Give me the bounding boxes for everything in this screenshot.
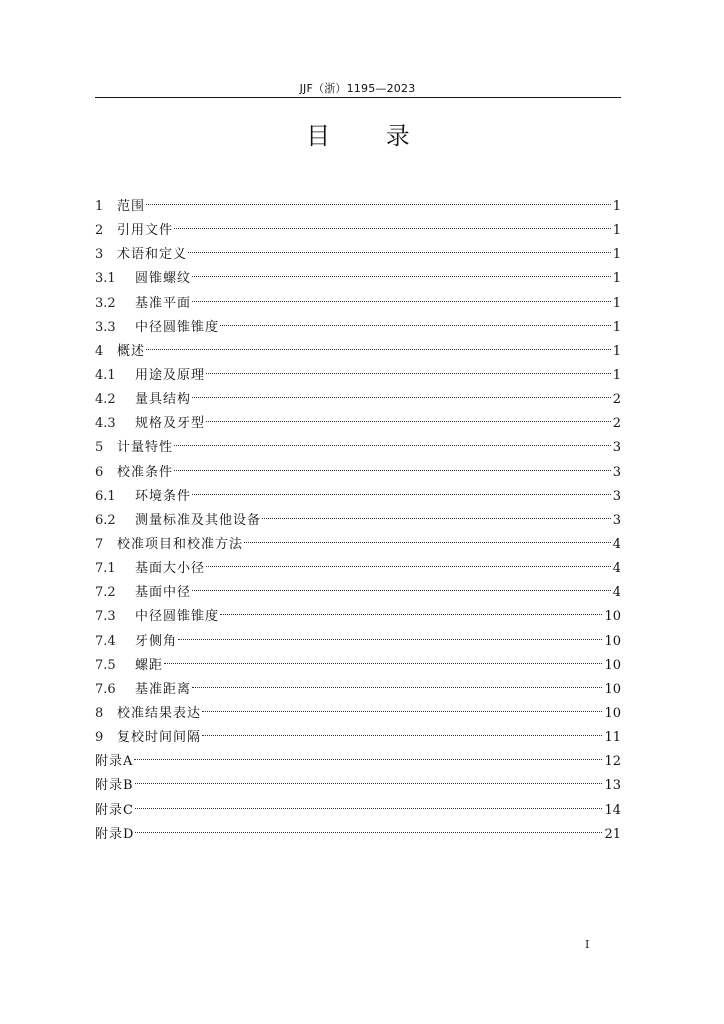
toc-entry-number: 4.3 xyxy=(95,416,116,432)
toc-entry-page: 1 xyxy=(612,271,621,287)
toc-entry-page: 14 xyxy=(604,802,621,818)
toc-entry-label: 概述 xyxy=(117,343,146,359)
toc-entry[interactable] xyxy=(95,533,621,557)
toc-entry-number: 7.6 xyxy=(95,681,116,697)
toc-dot-leader xyxy=(220,614,602,615)
toc-dot-leader xyxy=(202,735,602,736)
toc-entry-label: 规格及牙型 xyxy=(135,416,206,432)
toc-entry[interactable] xyxy=(95,799,621,823)
toc-entry-label: 校准条件 xyxy=(117,464,174,480)
toc-entry-label: 附录B xyxy=(95,778,134,794)
toc-entry-label: 中径圆锥锥度 xyxy=(135,319,220,335)
toc-entry-page: 13 xyxy=(604,778,621,794)
page-number: I xyxy=(585,938,590,951)
toc-entry-number: 8 xyxy=(95,705,104,721)
toc-dot-leader xyxy=(206,566,611,567)
toc-entry-page: 1 xyxy=(612,295,621,311)
header-divider xyxy=(95,97,621,98)
toc-entry-number: 1 xyxy=(95,199,104,214)
toc-dot-leader xyxy=(192,687,602,688)
toc-entry-label: 基面中径 xyxy=(135,585,192,601)
toc-entry-page: 4 xyxy=(612,585,621,601)
toc-entry-number: 6 xyxy=(95,464,104,480)
toc-dot-leader xyxy=(206,421,611,422)
toc-entry-number: 6.2 xyxy=(95,512,116,528)
toc-entry[interactable] xyxy=(95,364,621,388)
toc-entry-label: 计量特性 xyxy=(117,440,174,456)
toc-entry-page: 3 xyxy=(612,464,621,480)
table-of-contents xyxy=(95,195,621,847)
toc-entry-number: 7.5 xyxy=(95,657,116,673)
toc-entry[interactable] xyxy=(95,678,621,702)
toc-dot-leader xyxy=(146,204,611,205)
toc-entry[interactable] xyxy=(95,750,621,774)
toc-entry[interactable] xyxy=(95,316,621,340)
toc-entry[interactable] xyxy=(95,485,621,509)
toc-entry-label: 螺距 xyxy=(135,657,164,673)
toc-entry[interactable] xyxy=(95,461,621,485)
toc-entry-number: 7.2 xyxy=(95,585,116,601)
toc-entry-page: 2 xyxy=(612,416,621,432)
toc-entry[interactable] xyxy=(95,823,621,847)
toc-entry-page: 3 xyxy=(612,440,621,456)
toc-entry[interactable] xyxy=(95,340,621,364)
toc-entry-number: 4.2 xyxy=(95,392,116,408)
toc-entry[interactable] xyxy=(95,557,621,581)
toc-dot-leader xyxy=(192,301,611,302)
toc-entry-label: 环境条件 xyxy=(135,488,192,504)
toc-entry[interactable] xyxy=(95,726,621,750)
toc-entry-page: 4 xyxy=(612,536,621,552)
toc-entry[interactable] xyxy=(95,219,621,243)
toc-entry-page: 2 xyxy=(612,392,621,408)
toc-dot-leader xyxy=(244,542,611,543)
toc-entry-page: 1 xyxy=(612,247,621,263)
toc-entry-page: 11 xyxy=(604,730,621,746)
toc-entry-number: 3.2 xyxy=(95,295,116,311)
toc-entry-page: 1 xyxy=(612,367,621,383)
toc-entry-number: 7 xyxy=(95,536,104,552)
toc-entry-label: 校准项目和校准方法 xyxy=(117,536,244,552)
toc-entry-label: 基面大小径 xyxy=(135,561,206,577)
toc-dot-leader xyxy=(192,494,611,495)
toc-entry-page: 21 xyxy=(604,826,621,842)
toc-entry-page: 1 xyxy=(612,223,621,239)
toc-entry[interactable] xyxy=(95,243,621,267)
toc-entry-page: 10 xyxy=(604,657,621,673)
toc-entry-label: 圆锥螺纹 xyxy=(135,271,192,287)
toc-entry[interactable] xyxy=(95,581,621,605)
toc-entry-page: 10 xyxy=(604,609,621,625)
toc-entry-label: 用途及原理 xyxy=(135,367,206,383)
toc-entry-label: 附录C xyxy=(95,802,134,818)
toc-entry[interactable] xyxy=(95,509,621,533)
toc-entry-page: 10 xyxy=(604,705,621,721)
toc-entry-number: 4 xyxy=(95,343,104,359)
toc-dot-leader xyxy=(134,759,602,760)
toc-entry-page: 1 xyxy=(612,199,621,214)
toc-dot-leader xyxy=(146,349,611,350)
toc-entry-label: 范围 xyxy=(117,199,146,214)
toc-entry-label: 附录D xyxy=(95,826,135,842)
toc-entry-number: 5 xyxy=(95,440,104,456)
toc-entry-number: 4.1 xyxy=(95,367,116,383)
page-title: 目 录 xyxy=(306,122,434,150)
toc-entry-number: 3.3 xyxy=(95,319,116,335)
toc-entry-label: 基准平面 xyxy=(135,295,192,311)
toc-entry-number: 3.1 xyxy=(95,271,116,287)
toc-entry[interactable] xyxy=(95,605,621,629)
toc-entry-page: 3 xyxy=(612,512,621,528)
toc-entry-label: 中径圆锥锥度 xyxy=(135,609,220,625)
toc-entry-number: 7.4 xyxy=(95,633,116,649)
toc-dot-leader xyxy=(174,228,611,229)
toc-dot-leader xyxy=(135,808,603,809)
toc-entry[interactable] xyxy=(95,630,621,654)
toc-entry[interactable] xyxy=(95,388,621,412)
toc-dot-leader xyxy=(202,711,602,712)
toc-entry-label: 术语和定义 xyxy=(117,247,188,263)
toc-entry-page: 1 xyxy=(612,343,621,359)
toc-entry-label: 附录A xyxy=(95,754,134,770)
toc-entry-label: 牙侧角 xyxy=(135,633,178,649)
toc-entry-number: 6.1 xyxy=(95,488,116,504)
toc-dot-leader xyxy=(135,832,602,833)
toc-dot-leader xyxy=(178,639,602,640)
toc-entry[interactable] xyxy=(95,436,621,460)
toc-entry-number: 7.1 xyxy=(95,561,116,577)
toc-dot-leader xyxy=(174,445,611,446)
toc-entry[interactable] xyxy=(95,774,621,798)
toc-dot-leader xyxy=(188,252,611,253)
toc-entry[interactable] xyxy=(95,267,621,291)
toc-dot-leader xyxy=(164,663,602,664)
document-code-header: JJF（浙）1195—2023 xyxy=(299,82,416,95)
toc-entry-page: 4 xyxy=(612,561,621,577)
toc-dot-leader xyxy=(220,325,611,326)
toc-entry[interactable] xyxy=(95,195,621,219)
toc-entry-number: 3 xyxy=(95,247,104,263)
toc-entry-page: 12 xyxy=(604,754,621,770)
toc-entry-label: 测量标准及其他设备 xyxy=(135,512,262,528)
toc-entry-page: 1 xyxy=(612,319,621,335)
toc-entry[interactable] xyxy=(95,292,621,316)
toc-dot-leader xyxy=(135,783,603,784)
toc-entry-page: 10 xyxy=(604,633,621,649)
toc-entry-number: 2 xyxy=(95,223,104,239)
toc-entry[interactable] xyxy=(95,654,621,678)
toc-entry-page: 10 xyxy=(604,681,621,697)
toc-dot-leader xyxy=(262,518,611,519)
toc-entry[interactable] xyxy=(95,702,621,726)
toc-entry-label: 复校时间间隔 xyxy=(117,730,202,746)
toc-entry[interactable] xyxy=(95,412,621,436)
toc-entry-label: 校准结果表达 xyxy=(117,705,202,721)
toc-entry-label: 引用文件 xyxy=(117,223,174,239)
toc-dot-leader xyxy=(192,590,611,591)
toc-entry-label: 量具结构 xyxy=(135,392,192,408)
toc-dot-leader xyxy=(206,373,611,374)
toc-dot-leader xyxy=(192,397,611,398)
toc-dot-leader xyxy=(174,470,611,471)
toc-dot-leader xyxy=(192,276,611,277)
toc-entry-page: 3 xyxy=(612,488,621,504)
toc-entry-number: 7.3 xyxy=(95,609,116,625)
toc-entry-number: 9 xyxy=(95,730,104,746)
toc-entry-label: 基准距离 xyxy=(135,681,192,697)
